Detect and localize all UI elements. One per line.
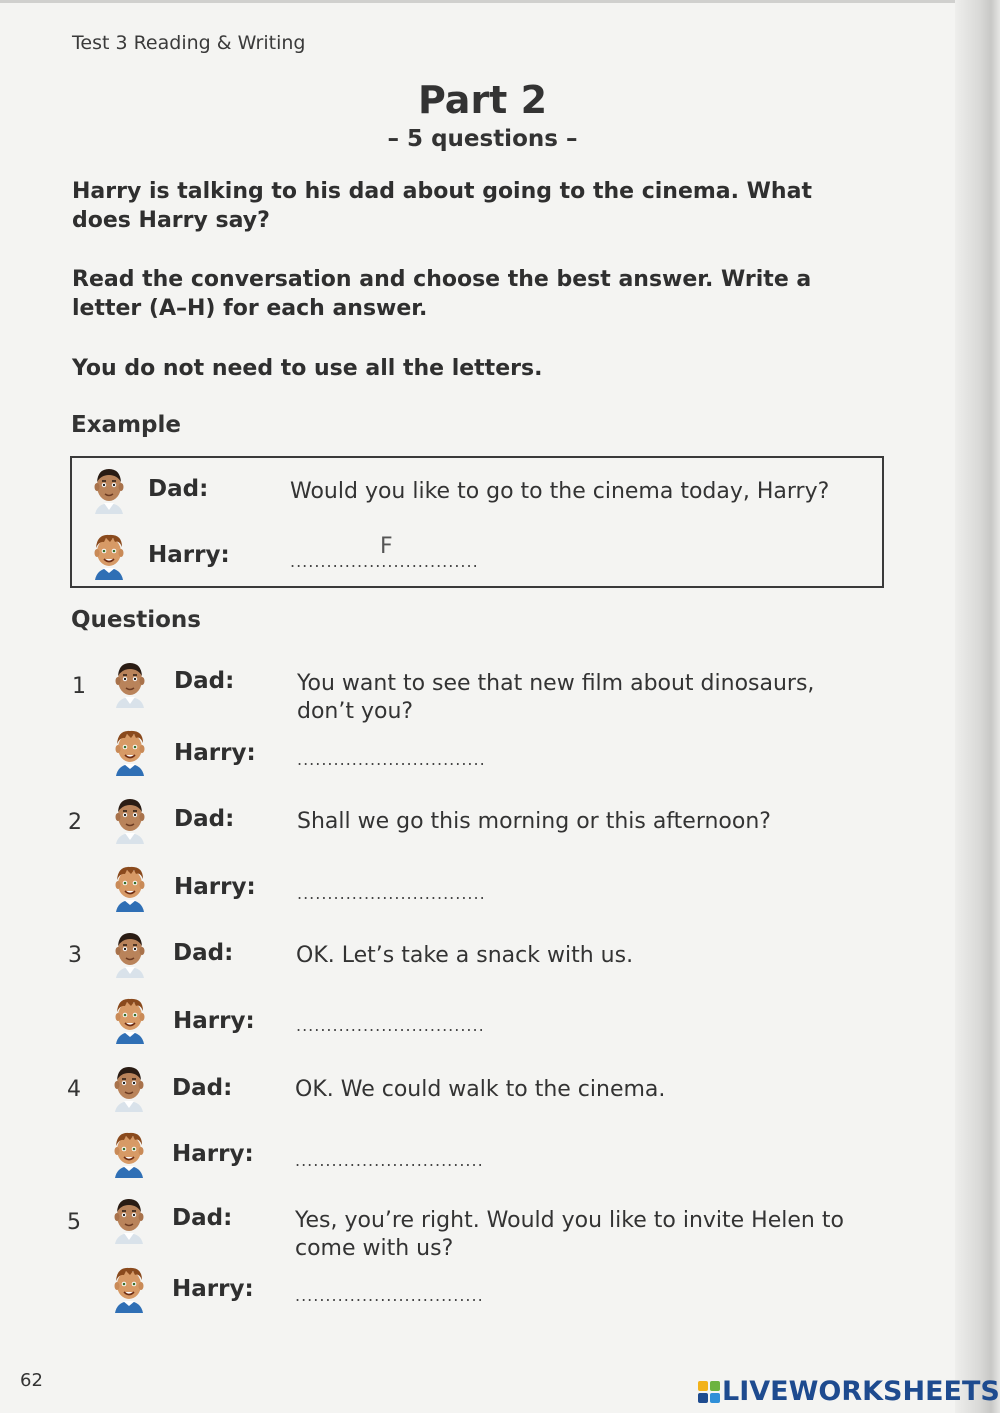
example-dad-label: Dad:: [148, 476, 209, 502]
instruction-intro: Harry is talking to his dad about going to the cinema. What does Harry say?: [72, 179, 812, 233]
question-number: 5: [67, 1210, 81, 1235]
answer-blank-1[interactable]: ...............................: [297, 750, 486, 769]
dad-line: OK. Let’s take a snack with us.: [296, 943, 634, 968]
harry-label: Harry:: [173, 1008, 255, 1034]
dad-label: Dad:: [174, 806, 235, 832]
dad-face-icon: [110, 796, 150, 844]
question-number: 3: [68, 943, 82, 968]
question-number: 1: [72, 674, 86, 699]
harry-face-icon: [109, 1130, 149, 1178]
question-count: – 5 questions –: [387, 126, 578, 152]
dad-label: Dad:: [172, 1075, 233, 1101]
liveworksheets-brand[interactable]: [698, 1376, 1000, 1407]
dad-face-icon: [110, 930, 150, 978]
questions-heading: Questions: [71, 607, 201, 633]
question-number: 2: [68, 810, 82, 835]
dad-label: Dad:: [173, 940, 234, 966]
harry-label: Harry:: [174, 740, 256, 766]
question-number: 4: [67, 1077, 81, 1102]
example-answer-line: ...............................: [290, 552, 479, 571]
answer-blank-3[interactable]: ...............................: [296, 1016, 485, 1035]
page-binding-edge: [955, 0, 1000, 1413]
example-answer: F: [380, 534, 393, 559]
answer-blank-2[interactable]: ...............................: [297, 884, 486, 903]
dad-line: Shall we go this morning or this afternoon?: [297, 809, 771, 834]
answer-blank-4[interactable]: ...............................: [295, 1151, 484, 1170]
harry-face-icon: [89, 532, 129, 580]
running-head: Test 3 Reading & Writing: [72, 32, 306, 54]
dad-line: You want to see that new film about dinosaurs, don’t you?: [297, 671, 815, 724]
example-harry-label: Harry:: [148, 542, 230, 568]
harry-label: Harry:: [172, 1276, 254, 1302]
harry-label: Harry:: [174, 874, 256, 900]
harry-face-icon: [110, 996, 150, 1044]
brand-name: LIVEWORKSHEETS: [722, 1376, 1000, 1407]
page-number: 62: [20, 1370, 43, 1391]
dad-label: Dad:: [172, 1205, 233, 1231]
harry-face-icon: [110, 864, 150, 912]
harry-face-icon: [110, 728, 150, 776]
dad-line: OK. We could walk to the cinema.: [295, 1077, 666, 1102]
example-heading: Example: [71, 412, 181, 438]
instruction-task: Read the conversation and choose the best answer. Write a letter (A–H) for each answer.: [72, 267, 812, 321]
dad-label: Dad:: [174, 668, 235, 694]
harry-face-icon: [109, 1265, 149, 1313]
example-dad-line: Would you like to go to the cinema today, Harry?: [290, 479, 830, 504]
answer-blank-5[interactable]: ...............................: [295, 1286, 484, 1305]
harry-label: Harry:: [172, 1141, 254, 1167]
dad-face-icon: [89, 466, 129, 514]
dad-face-icon: [109, 1196, 149, 1244]
liveworksheets-logo-icon: [698, 1381, 720, 1403]
dad-line: Yes, you’re right. Would you like to invite Helen to come with us?: [295, 1208, 844, 1261]
top-edge-line: [0, 0, 1000, 3]
example-box: [70, 456, 884, 588]
dad-face-icon: [110, 660, 150, 708]
instruction-note: You do not need to use all the letters.: [72, 356, 543, 381]
dad-face-icon: [109, 1064, 149, 1112]
page-title: Part 2: [417, 78, 548, 122]
